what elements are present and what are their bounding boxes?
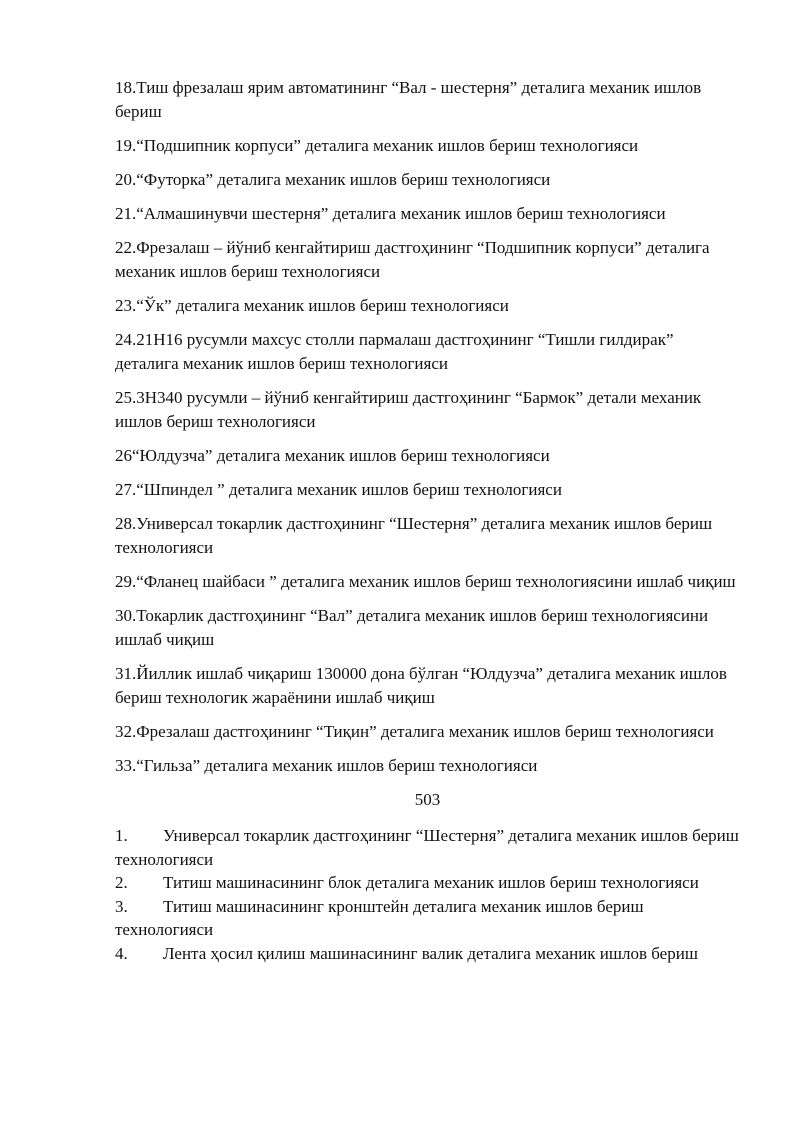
list-item: 28.Универсал токарлик дастгоҳининг “Шестерня” деталига механик ишлов бериш технологияси — [115, 514, 713, 557]
list-item: 19.“Подшипник корпуси” деталига механик ишлов бериш технологияси — [115, 136, 639, 155]
list-item-text: Титиш машинасининг блок деталига механик ишлов бериш технологияси — [163, 873, 699, 892]
list-item: 27.“Шпиндел ” деталига механик ишлов бериш технологияси — [115, 480, 562, 499]
numbered-list-item — [115, 824, 740, 871]
document-page — [115, 76, 740, 965]
list-item: 33.“Гильза” деталига механик ишлов бериш технологияси — [115, 756, 538, 775]
list-item-number: 4. — [115, 943, 128, 963]
list-item-number: 1. — [115, 826, 128, 845]
list-item-number: 2. — [115, 873, 128, 892]
list-item-number: 3. — [115, 896, 128, 916]
list-item: 22.Фрезалаш – йўниб кенгайтириш дастгоҳининг “Подшипник корпуси” деталига механик ишлов бериш технологияси — [115, 238, 710, 281]
list-item: 24.21Н16 русумли махсус столли пармалаш дастгоҳининг “Тишли гилдирак” деталига механик ишлов бериш технологияси — [115, 330, 674, 373]
numbered-list-item — [115, 895, 740, 942]
numbered-list-item — [115, 871, 740, 895]
list-item-text: Титиш машинасининг кронштейн деталига механик ишлов бериш технологияси — [115, 896, 644, 939]
list-item: 30.Токарлик дастгоҳининг “Вал” деталига механик ишлов бериш технологиясини ишлаб чиқиш — [115, 606, 709, 649]
list-item-text: Универсал токарлик дастгоҳининг “Шестерня” деталига механик ишлов бериш технологияси — [115, 826, 739, 869]
list-item: 18.Тиш фрезалаш ярим автоматининг “Вал - шестерня” деталига механик ишлов бериш — [115, 78, 702, 121]
list-item: 25.3Н340 русумли – йўниб кенгайтириш дастгоҳининг “Бармок” детали механик ишлов бериш технологияси — [115, 388, 702, 431]
list-item: 26“Юлдузча” деталига механик ишлов бериш технологияси — [115, 446, 550, 465]
page-number: 503 — [414, 790, 441, 809]
list-item: 20.“Футорка” деталига механик ишлов бериш технологияси — [115, 170, 551, 189]
numbered-list-item — [115, 942, 740, 966]
list-item: 32.Фрезалаш дастгоҳининг “Тиқин” деталига механик ишлов бериш технологияси — [115, 722, 714, 741]
list-item: 31.Йиллик ишлаб чиқариш 130000 дона бўлган “Юлдузча” деталига механик ишлов бериш технологик жараёнини ишлаб чиқиш — [115, 664, 727, 707]
list-item: 21.“Алмашинувчи шестерня” деталига механик ишлов бериш технологияси — [115, 204, 666, 223]
list-item: 23.“Ўк” деталига механик ишлов бериш технологияси — [115, 296, 509, 315]
list-item: 29.“Фланец шайбаси ” деталига механик ишлов бериш технологиясини ишлаб чиқиш — [115, 572, 736, 591]
list-item-text: Лента ҳосил қилиш машинасининг валик деталига механик ишлов бериш — [163, 943, 698, 963]
